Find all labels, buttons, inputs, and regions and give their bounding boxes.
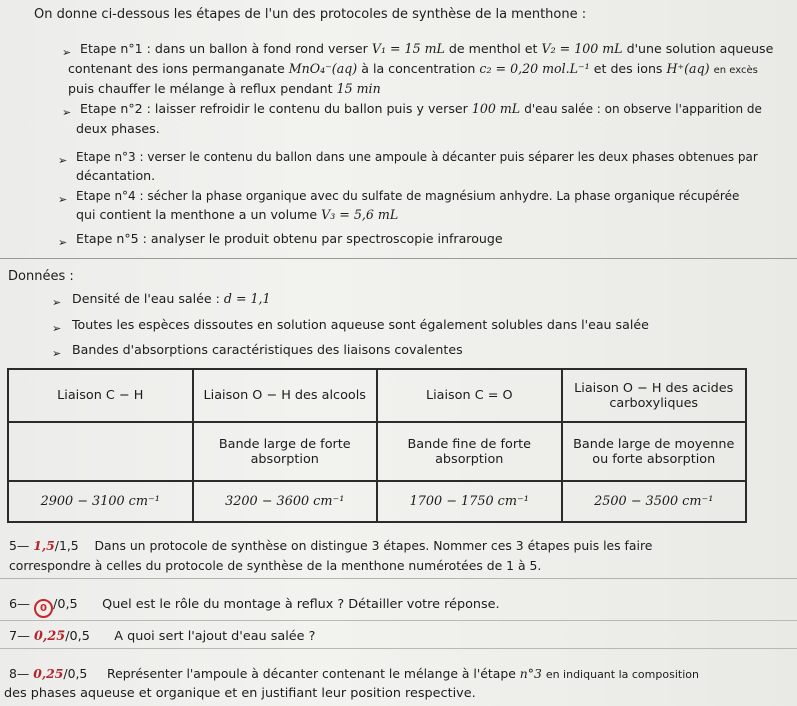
bullet-arrow-icon: ➢ [52,296,62,309]
bullet-arrow-icon: ➢ [62,106,72,119]
donnees-title: Données : [8,269,74,284]
table-description-row [8,422,746,481]
step-3-line-2: décantation. [76,168,156,183]
step-1: Etape n°1 : dans un ballon à fond rond verser V₁ = 15 mL de menthol et V₂ = 100 mL d'une solution aqueuse [80,41,774,56]
step-3-label: Etape n°3 : [76,150,144,164]
bullet-arrow-icon: ➢ [52,322,62,335]
desc-o-h-acides: Bande large de moyenne ou forte absorption [562,422,747,481]
donnee-density: Densité de l'eau salée : d = 1,1 [72,291,271,306]
table-header-row [8,369,746,422]
step-4: Etape n°4 : sécher la phase organique avec du sulfate de magnésium anhydre. La phase organique récupérée [76,189,740,203]
step-1-label: Etape n°1 : [80,41,151,56]
header-o-h-alcools: Liaison O − H des alcools [193,369,378,422]
desc-c-o: Bande fine de forte absorption [377,422,562,481]
grade-circle: 0 [34,599,53,618]
grade-handwritten: 0,25 [34,629,66,644]
divider [0,620,797,621]
bullet-arrow-icon: ➢ [58,236,68,249]
table-range-row [8,481,746,522]
step-4-label: Etape n°4 : [76,189,144,203]
donnee-solubility: Toutes les espèces dissoutes en solution aqueuse sont également solubles dans l'eau salée [72,317,649,332]
step-5: Etape n°5 : analyser le produit obtenu par spectroscopie infrarouge [76,231,503,246]
range-c-o: 1700 − 1750 cm⁻¹ [377,481,562,522]
desc-c-h [8,422,193,481]
grade-handwritten: 0,25 [33,666,64,681]
step-1-line-3: puis chauffer le mélange à reflux pendant 15 min [68,81,381,96]
divider [0,578,797,579]
range-c-h: 2900 − 3100 cm⁻¹ [8,481,193,522]
step-2-line-2: deux phases. [76,121,160,136]
absorption-table [7,368,747,523]
range-o-h-acides: 2500 − 3500 cm⁻¹ [562,481,747,522]
step-1-line-2: contenant des ions permanganate MnO₄⁻(aq) à la concentration c₂ = 0,20 mol.L⁻¹ et des ions H⁺(aq) en excès [68,61,758,76]
header-o-h-acides: Liaison O − H des acides carboxyliques [562,369,747,422]
question-5-line-2: correspondre à celles du protocole de synthèse de la menthone numérotées de 1 à 5. [9,558,542,573]
bullet-arrow-icon: ➢ [62,46,72,59]
step-2: Etape n°2 : laisser refroidir le contenu du ballon puis y verser 100 mL d'eau salée : on observe l'apparition de [80,101,762,116]
intro-text: On donne ci-dessous les étapes de l'un des protocoles de synthèse de la menthone : [34,7,587,22]
header-c-h: Liaison C − H [8,369,193,422]
question-5: 5— 1,5/1,5 Dans un protocole de synthèse on distingue 3 étapes. Nommer ces 3 étapes puis les faire [9,538,653,553]
divider [0,648,797,649]
bullet-arrow-icon: ➢ [52,347,62,360]
grade-handwritten: 1,5 [33,538,55,553]
range-o-h-alcools: 3200 − 3600 cm⁻¹ [193,481,378,522]
bullet-arrow-icon: ➢ [58,154,68,167]
question-6: 6— 0 /0,5 Quel est le rôle du montage à reflux ? Détailler votre réponse. [9,596,500,618]
question-7: 7— 0,25/0,5 A quoi sert l'ajout d'eau salée ? [9,629,316,644]
question-8-line-2: des phases aqueuse et organique et en justifiant leur position respective. [4,686,476,701]
step-2-label: Etape n°2 : [80,101,151,116]
step-5-label: Etape n°5 : [76,231,147,246]
divider [0,258,797,259]
desc-o-h-alcools: Bande large de forte absorption [193,422,378,481]
step-4-line-2: qui contient la menthone a un volume V₃ = 5,6 mL [76,207,399,222]
question-8: 8— 0,25/0,5 Représenter l'ampoule à décanter contenant le mélange à l'étape n°3 en indiquant la composition [9,666,699,681]
bullet-arrow-icon: ➢ [58,193,68,206]
donnee-bands: Bandes d'absorptions caractéristiques des liaisons covalentes [72,342,463,357]
header-c-o: Liaison C = O [377,369,562,422]
step-3: Etape n°3 : verser le contenu du ballon dans une ampoule à décanter puis séparer les deux phases obtenues par [76,150,758,164]
